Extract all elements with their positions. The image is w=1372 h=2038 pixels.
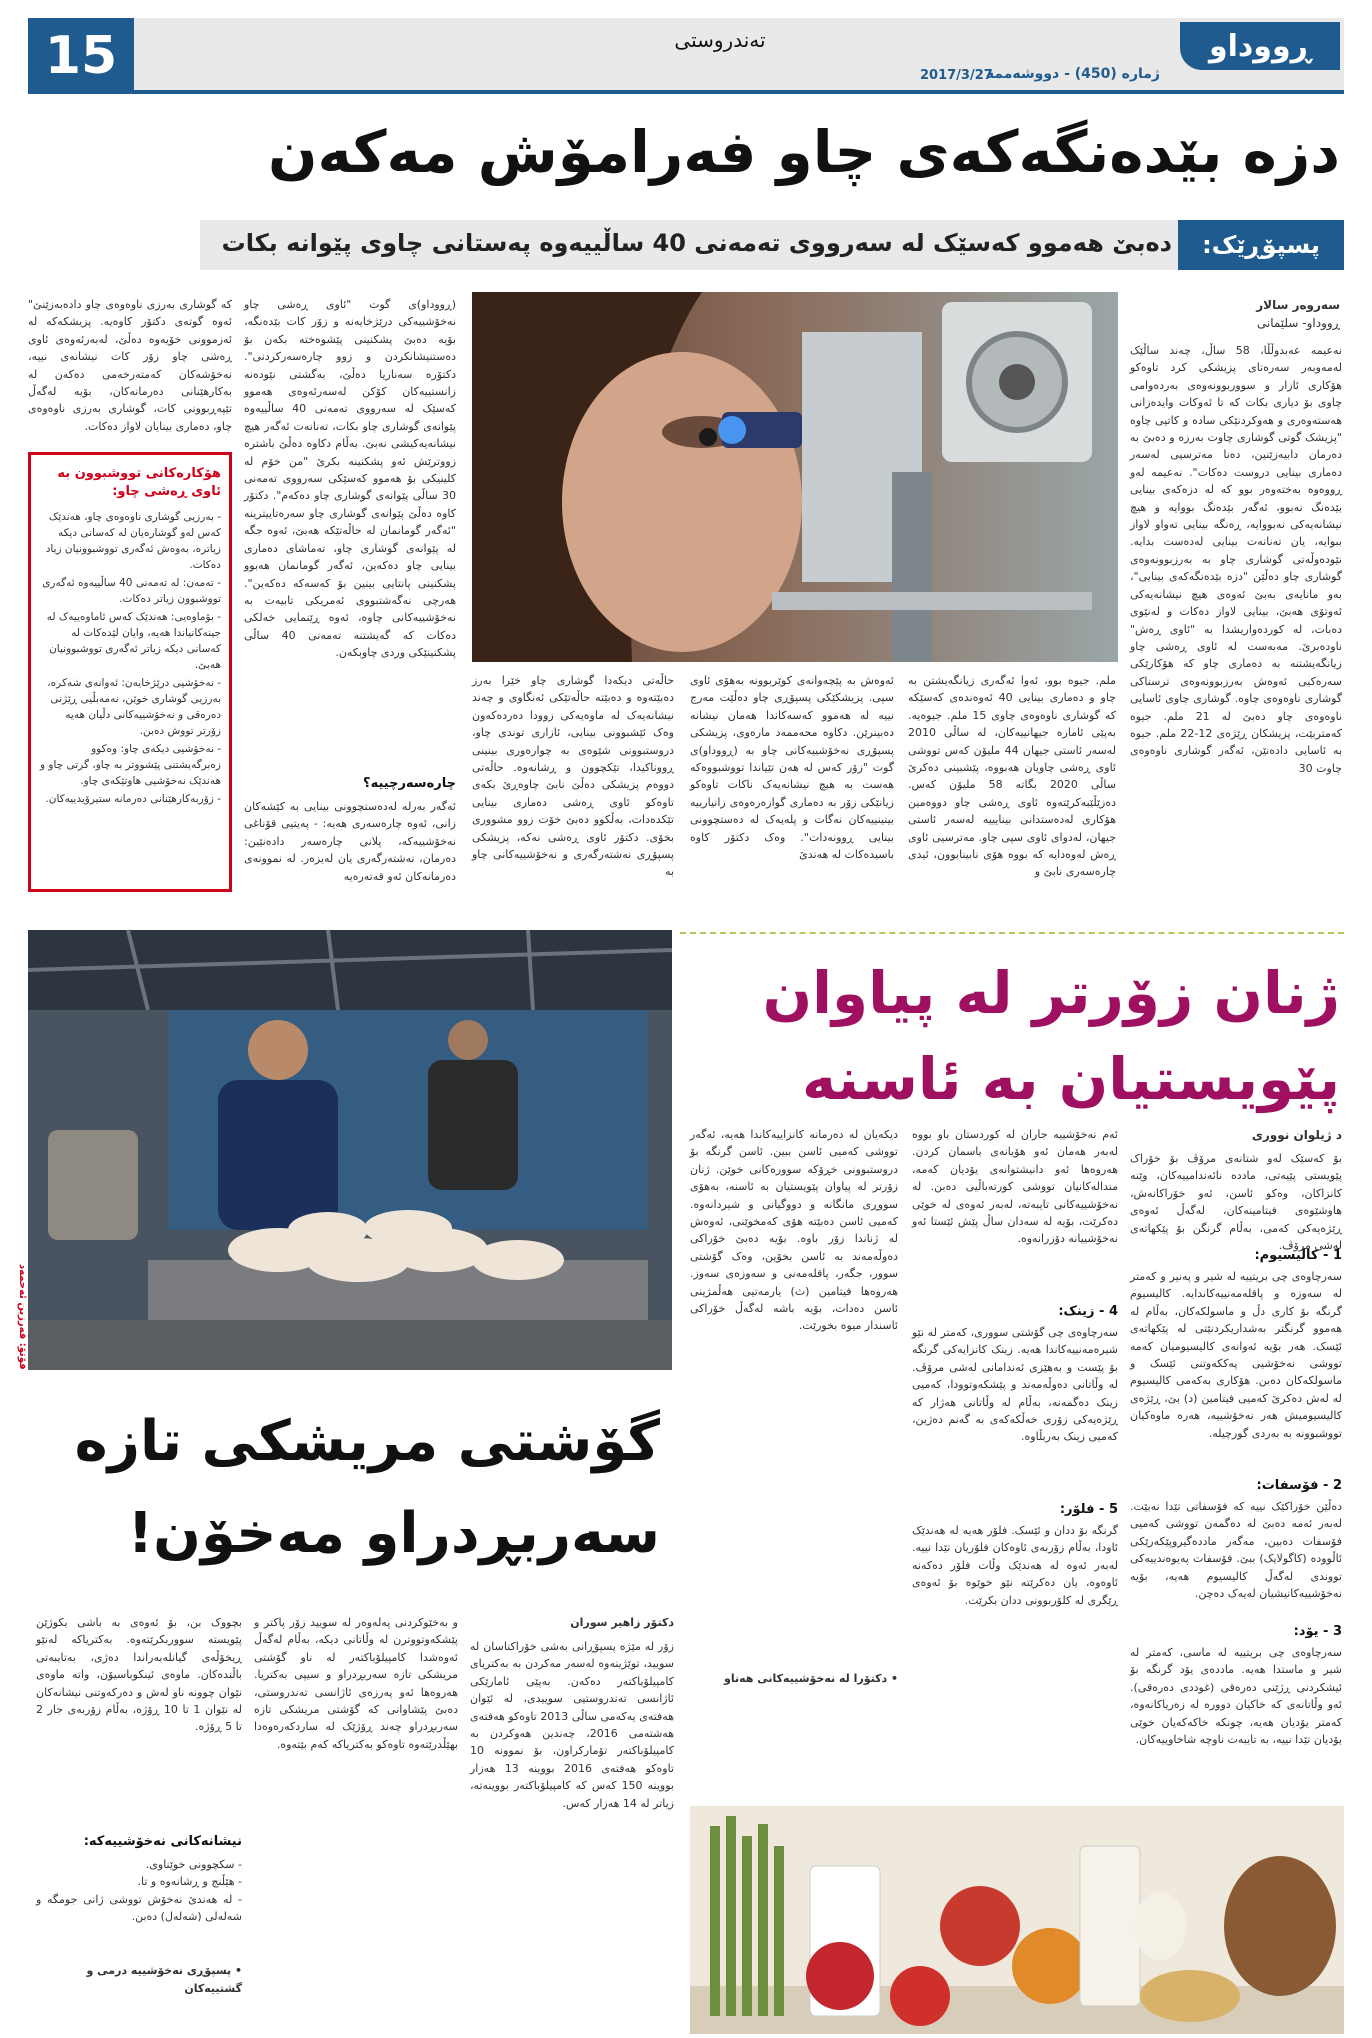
calcium-heading: 1 - کالیسیوم:: [1254, 1248, 1342, 1263]
iodine-text: سەرچاوەی چی بریتییە لە ماسی، کەمتر لە شیر و ماستدا هەیە. ماددەی یۆد گرنگە بۆ ئیشکردنی ڕژێنی دەرەقی (غوددی دەرەقی). ئەو وڵاتانەی کە خاکیان دوورە لە زەریاکانەوە، کەمتر یۆدیان هەیە، چونکە خاکەکەیان خوێی یۆدیان تێدا نییە، بە تایبەت ناوچە شاخاوییەکان.: [1130, 1646, 1342, 1747]
healthy-food-photo: [690, 1806, 1344, 2034]
list-item: - هێڵنج و ڕشانەوە و تا.: [137, 1875, 242, 1889]
eye-exam-photo: [472, 292, 1118, 662]
list-item: - زۆربەکارهێنانی دەرمانە ستیرۆیدییەکان.: [45, 793, 221, 805]
article1-column-right: نەعیمە عەبدوڵڵا، 58 ساڵ، چەند ساڵێک لەمەوبەر سەرەتای پزیشکی کرد تاوەکو هۆکاری ئازار و سووربوونەوەی بەردەوامی چاوی بۆ دیاری بکات کە تا ئەوکات وایدەزانی هەستەوەری و هەوکردنێکی سادە و کاتیی چاوە "پزیشک گوتی گوشاری چاوت بەرزە و دەبێ بە دەرمان دابیەزێنین، دەنا مەترسیی لەسەر دەماری بینایی دروست دەکات". نەعیمە لەو ڕووەوە بەختەوەر بوو کە لە دزەکەی بینایی بێدەنگ نەبوو، ئەگەر بێدەنگ بووایە و هیچ نیشانەیەکی نەبووایە، ڕەنگە بینایی تەواو لاواز ببوایە، یان تەنانەت بینایی لەدەست بدایە. نێودەوڵەتی گوشاری چاو بە بەرزبوونەوەی گوشاری چاو دەڵێن "دزە بێدەنگەکەی بینایی"، بەو مانایەی بەبێ ئەوەی هیچ نیشانەیەکی ئەوتۆی هەبێ، بینایی لاواز دەکات و لەنێوی دەبات، لە کوردەواریشدا بە "ئاوی ڕەش" ناودەبرێ. مەبەست لە ئاوی ڕەشی چاو زیانگەیشتنە بە دەماری چاو کە هۆکارێکی سەرەکیی ئەوەش بەرزبوونەوەی ترسناکی گوشاری ناوەوەی چاوە. گوشاری چاوی ئاسایی ناوەوەی چاو دەبێ لە 21 ملم. جیوە کەمتربێت، پزیشکان ڕێژەی 12-22 ملم. جیوە بە ئاسایی دادەنێن، ئەگەر گوشاری ناوەوەی چاوت 30: [1130, 344, 1342, 775]
chicken-market-photo: [28, 930, 672, 1370]
list-item: - لە هەندێ نەخۆش تووشی ژانی جومگە و شەلەلی (شەلەل) دەبن.: [36, 1892, 242, 1924]
article3-signature: • پسپۆڕی نەخۆشییە درمی و گشتییەکان: [86, 1964, 242, 1995]
article2-intro: بۆ کەسێک لەو شتانەی مرۆڤ بۆ خۆراک پێویستی پێیەتی، ماددە نائەندامییەکان، وێنە کانزاکان، وەکو ئاسن، ئەو خۆراکانەش، هاوشێوەی فیتامینەکان، لەگەڵ ئەوەی ڕێژەیەکی کەمی، بەڵام گرنگن بۆ پێکهاتەی لەشی مرۆڤ.: [1130, 1152, 1342, 1253]
article3-author: دکتۆر زاهیر سوران: [570, 1616, 674, 1629]
article3-column-left: بچووک بن، بۆ ئەوەی بە باشی بکوژێن پێویستە سووربکرێتەوە. بەکتریاکە لەنێو ڕیخۆڵەی گیانلەبەراندا دەژی، بەتایبەتی باڵندەکان. ماوەی ئینکوباسیۆن، واتە ماوەی نێوان چوونە ناو لەش و دەرکەوتنی نیشانەکان لە نێوان 1 تا 10 ڕۆژە، بەڵام زۆربەی جار 2 تا 5 ڕۆژە.: [36, 1616, 242, 1734]
treatment-text: ئەگەر بەرلە لەدەستچوونی بینایی بە کێشەکان زانی، ئەوە چارەسەری هەیە: - پەیتیی قۆناغی نەخۆشییەکە، پلانی چارەسەر دادەنێین: دەرمان، نەشتەرگەری یان لەیزەر. لە نموونەی دەرمانەکان ئەو قەتەرەیە: [244, 800, 456, 883]
fluoride-heading: 5 - فلۆر:: [1059, 1502, 1118, 1517]
calcium-text: سەرچاوەی چی بریتییە لە شیر و پەنیر و کەمتر لە سەوزە و پاقلەمەنییەکاندایە. کالیسیوم گرنگە بۆ کاری دڵ و ماسولکەکان، بەڵام لە هەموو گرنگتر بەشداریکردنێتی لە پێکهاتەی ئێسک. هەر بۆیە ئەوانەی کالیسیومیان کەمە تووشی نەخۆشیی پەککەوتنی ئێسک و ماسولکەکان دەبن. هۆکاری بەکەمی کالیسیوم لە لەش دەکرێ کەمیی فیتامین (د) بێ، ڕێژەی کالیسیومیش هەر نەخۆشییە، هەرە ماوەکیان تووشبوونە بە بەردی گورچیلە.: [1130, 1270, 1342, 1440]
article1-author: سەروەر سالار: [1256, 298, 1340, 312]
list-item: - تەمەن: لە تەمەنی 40 ساڵییەوە ئەگەری تووشبوون زیاتر دەکات.: [42, 577, 221, 605]
article1-column-bottom-right: ملم. جیوە بوو، ئەوا ئەگەری زیانگەیشتن بە چاو و دەماری بینایی 40 ئەوەندەی کەسێکە کە گوشاری ناوەوەی چاوی 15 ملم. جیوەیە. بەپێی ئامارە جیهانییەکان، لە ساڵی 2010 لەسەر ئاستی جیهان 44 ملیۆن کەس تووشی ئاوی ڕەشی چاویان هەبووە، پێشبینی دەکرێ ساڵی 2020 بگاتە 58 ملیۆن کەس. دەزێڵێبەکرێتەوە ئاوی ڕەشی چاو دووەمین هۆکاری لەدەستدانی بینایییە لەسەر ئاستی جیهان، لەدوای ئاوی سپی چاو. مەترسیی ئاوی ڕەش لەوەدایە کە بووە هۆی نابینابوون، ئیدی چارەسەری نابێ و: [908, 674, 1117, 879]
zinc-text: سەرچاوەی چی گۆشتی سووری، کەمتر لە نێو شیرەمەنییەکاندا هەیە. زینک کانزایەکی گرنگە بۆ پێست و بەهێزی ئەندامانی لەشی مرۆڤ. لە وڵاتانی دەوڵەمەند و پێشکەوتوودا، کەمیی زینک دەگمەنە، بەڵام لە وڵاتانی هەژار کە ڕێژەیەکی زۆری خەڵکەکەی بە گەنم دەژین، کەمیی زینک بەربڵاوە.: [912, 1326, 1118, 1444]
symptoms-list: [36, 1856, 242, 1926]
article2-column-left: دیکەیان لە دەرمانە کانزاییەکاندا هەیە، ئەگەر تووشی کەمیی ئاسن ببین. ئاسن گرنگە بۆ دروستبوونی خڕۆکە سوورەکانی خوێن. ژنان زۆرتر لە پیاوان پێویستیان بە ئاسنە، بەهۆی سووڕی مانگانە و دووگیانی و شیردانەوە. کەمیی ئاسن دەبێتە هۆی کەمخوێنی، ئەوەش لە ژناندا زۆر باوە. بۆیە دەبێ خۆراکی دەوڵەمەند بە ئاسن بخۆین، وەک گۆشتی سوور، جگەر، پاقلەمەنی و سەوزەی سەوز. هەروەها فیتامین (ث) یارمەتیی هەڵمژینی ئاسن دەدات، بۆیە باشە لەگەڵ خۆراکی ئاسندار میوە بخورێت.: [690, 1128, 898, 1333]
article1-column-bottom-mid: ئەوەش بە پێچەوانەی کوێربوونە بەهۆی ئاوی سپی. پزیشکێکی پسپۆڕی چاو دەڵێت مەرج نییە لە هەموو کەسەکاندا هەمان نیشانە دەبینرێن. دکاوە محەممەد مارەوی، پزیشکی پسپۆڕی نەخۆشییەکانی چاو بە (ڕووداو)ی گوت "زۆر کەس لە هەن تێیاندا تووشبووەکە هەست بە هیچ نیشانەیەک ناکات تاوەکو زیانێکی زۆر بە دەماری گوازەرەوەی زانیارییە بینینییەکان نەگات و پلەیەک لە دەستچوونی بینایی ڕوونەدات". وەک دکتۆر کاوە باسیدەکات لە هەندێ: [690, 674, 894, 862]
fluoride-text: گرنگە بۆ ددان و ئێسک. فلۆر هەیە لە هەندێک ئاودا، بەڵام زۆربەی ئاوەکان فلۆریان تێدا نییە. لەبەر ئەوە لە هەندێک وڵات فلۆر دەکەنە ئاوەوە، یان دەکرێتە نێو خوێوە بۆ ئەوەی ڕێگری لە کلۆربوونی ددان بکرێت.: [912, 1524, 1118, 1607]
article3-column-right: زۆر لە مێژە پسپۆڕانی بەشی خۆراکناسان لە سویید، توێژینەوە لەسەر مەکردن بە بەکتریای کامپیلۆباکتەر دەکەن. بەپێی ئامارێکی ئاژانسی تەندروستیی سوییدی، لە ئێوان هەفتەی یەکەمی ساڵی 2013 تاوەکو هەفتەی هەشتەمی 2016، چەندین هەوکردن بە کامپیلۆباکتەر تۆمارکراون، بۆ نموونە 10 تاوەکو هەفتەی 2016 بووینە 13 هەزار بووینە 150 کەس کە کامپیلۆباکتەر بووینەتە، زیاتر لە 14 هەزار کەس.: [470, 1640, 675, 1810]
list-item: - نەخۆشیی دیکەی چاو: وەکوو زەبرگەیشتنی پێشووتر بە چاو، گرتی چاو و هەندێک نەخۆشیی هاوتێکەی چاو.: [40, 743, 221, 787]
article2-author: د ژیلوان نووری: [1251, 1128, 1342, 1142]
subtitle-label: پسپۆڕێک:: [1178, 220, 1344, 270]
phosphate-heading: 2 - فۆسفات:: [1256, 1478, 1342, 1493]
article3-column-mid: و بەخێوکردنی پەلەوەر لە سویید زۆر پاکتر و پێشکەوتووترن لە وڵاتانی دیکە، بەڵام لەگەڵ ئەوەشدا کامپیلۆباکتەر لە ناو گۆشتی مریشکی تازە سەربڕدراو و سیپی بەکتریا. هەروەها ئەو پەرزەی ئاژانسی تەندروستی، دەبێ پێشاوانی کە گۆشتی مریشکی تازە سەربڕدراو چەند ڕۆژێک لە ساردکەرەوەدا بهێڵدرێتەوە تاوەکو بەکتریاکە کەم بێتەوە.: [254, 1616, 458, 1751]
symptoms-heading: نیشانەکانی نەخۆشییەکە:: [83, 1834, 242, 1849]
iodine-heading: 3 - یۆد:: [1293, 1624, 1342, 1639]
treatment-heading: چارەسەرچییە؟: [363, 776, 456, 791]
article2-caption: • دکتۆرا لە نەخۆشییەکانی هەناو: [724, 1672, 898, 1685]
article3-headline: گۆشتی مریشکی تازە سەربڕدراو مەخۆن!: [74, 1409, 660, 1566]
risk-factors-title: هۆکارەکانی تووشبوون بە ئاوی ڕەشی چاو:: [57, 466, 221, 499]
issue-date: 2017/3/27: [920, 68, 993, 83]
zinc-heading: 4 - زینک:: [1058, 1304, 1118, 1319]
food-illustration: [690, 1806, 1344, 2034]
risk-factors-box: [28, 452, 232, 892]
section-divider: [680, 932, 1344, 934]
phosphate-text: دەڵێن خۆراکێک نییە کە فۆسفاتی تێدا نەبێت. لەبەر ئەمە دەبێ لە دەگمەن تووشی کەمیی فۆسفات دەبین، مەگەر ماددەگیروپێکەرێکی ئاڵوودە (کاگولایک) ببێ. فۆسفات پەیوەندییەکی تووندی لەگەڵ کالیسیوم هەیە، بۆیە نەخۆشییەکانیشیان لەیەک دەچن.: [1130, 1500, 1342, 1601]
page-number: 15: [28, 18, 134, 94]
list-item: - بۆماوەیی: هەندێک کەس ئاماوەییەک لە جینەکانیاندا هەیە، وایان لێدەکات لە کەسانی دیکە زیاتر ئەگەری تووشبوونیان هەبێ.: [46, 611, 221, 671]
article1-column-left-upper: (ڕووداو)ی گوت "ئاوی ڕەشی چاو نەخۆشییەکی درێژخایەنە و زۆر کات بێدەنگە، بۆیە دەبێ پشکنینی پێشوەختە بکەن بۆ دەستنیشانکردن و زوو چارەسەرکردنی". دکتۆرە سەناریا دەڵێ، بەگشتی نێودەنە زانستییەکان کۆکن لەسەرئەوەی هەموو کەسێک لە سەرووی تەمەنی 40 ساڵییەوە پێوانەی گوشاری چاو بکات، تەنانەت ئەگەر هیچ نیشانەیەکیشی نەبێ. بەڵام دکاوە دەڵێ باشترە زووترێش ئەو پشکنینە بکرێ "من خۆم لە کلینیکی بۆ هەموو کەسێکی سەرووی تەمەنی 30 ساڵی پێوانەی گوشاری چاو دەکەم". دکتۆر کاوە دەڵێ پێوانەی گوشاری چاو سەرەتاییترینە "ئەگەر گومانمان لە حاڵەتێکە هەبێ، ئەوە جگە لە پێوانەی گوشاری چاو، تەماشای دەماری بینایی چاو دەکەین، ئەگەر گومانمان هەبوو پشکنینی پانتایی بینین بۆ کەسەکە دەکەین". هەرچی نەگەشتبووی ئەمریکی تابیەت بە نەخۆشییەکانی چاوە، ئەوە ڕێنمایی خەلکی دەکات کە گەیشتنە تەمەنی 40 ساڵی پشکنینێکی وردی چاوبکەن.: [244, 298, 457, 660]
list-item: - نەخۆشیی درێژخایەن: ئەوانەی شەکرە، بەرزیی گوشاری خوێن، نەمەبڵیی ڕێژنی دەرەقی و نەخۆشییەکانی دڵیان هەیە زۆرتر تووش دەبن.: [47, 677, 221, 737]
article2-column-mid: ئەم نەخۆشییە جاران لە کوردستان باو بووە لەبەر هەمان ئەو هۆیانەی باسمان کردن. هەروەها ئەو دانیشتوانەی یۆدیان کەمە، مندالەکانیان تووشی کورتەباڵیی دەبن. لە نەخۆشییەکانی تایبەتە، لەبەر ئەوەی لە خوێی دەکرێت، بۆیە لە سەدان ساڵ پێش ئێستا ئەو نەخۆشییانە دۆزرانەوە.: [912, 1128, 1118, 1246]
logo: ڕووداو: [1180, 22, 1340, 70]
issue-info: ژمارە (450) - دووشەممە: [985, 66, 1160, 82]
subtitle: دەبێ هەموو کەسێک لە سەرووی تەمەنی 40 ساڵییەوە پەستانی چاوی پێوانە بکات: [221, 229, 1172, 257]
section-title: تەندروستی: [674, 28, 766, 52]
list-item: - سکچوونی خوێناوی.: [145, 1858, 242, 1871]
article2-headline: ژنان زۆرتر لە پیاوان پێویستیان بە ئاسنە: [762, 959, 1340, 1113]
article1-location: ڕووداو- سلێمانی: [1256, 316, 1340, 330]
list-item: - بەرزیی گوشاری ناوەوەی چاو، هەندێک کەس لەو گوشارەیان لە کەسانی دیکە زیاترە، بەوەش ئەگەری تووشبوونیان زیاد دەکات.: [45, 511, 221, 571]
eye-exam-illustration: [472, 292, 1118, 662]
article1-headline: دزە بێدەنگەکەی چاو فەرامۆش مەکەن: [268, 118, 1340, 186]
photo-credit: فۆتۆ: فەرزین ئەحمەد: [17, 1264, 28, 1370]
market-illustration: [28, 930, 672, 1370]
risk-factors-list: [39, 509, 221, 807]
article1-column-bottom-left: حاڵەتی دیکەدا گوشاری چاو خێرا بەرز دەبێتەوە و دەبێتە حاڵەتێکی ئەنگاوی و چەند نیشانەیەک لە ماوەیەکی زوودا دەردەکەون وەک ئێشبوونی بینایی، ئازاری توندی چاو، دروستبوونی شێوەی بە چوارەوری بینینی ڕووناکیدا، تێکچوون و ڕشانەوە. حاڵەتی دووەم پزیشکی دەڵێ نابێ چاوەڕێ بکەی تاوەکو ئاوی ڕەشی دەماری بینایی تێکدەدات، بەڵکوو دەبێ خۆت زوو مشووری بخۆی. دکتۆر ئاوی ڕەشی نەکە، پزیشکی پسپۆڕی نەشتەرگەری و نەخۆشییەکانی چاو بە: [472, 674, 674, 879]
article1-column-left-top: کە گوشاری بەرزی ناوەوەی چاو دادەبەزێنێ" ئەوە گوتەی دکتۆر کاوەیە. پزیشکەکە لە ئەزموونی خۆیەوە دەڵێ، لەبەرئەوەی ئاوی ڕەشی چاو زۆر کات نیشانەی نییە، نەخۆشەکان کەمتەرخەمی دەکەن لە بەکارهێنانی دەرمانەکان، بۆیە لەگەڵ تێپەڕبوونی کات، گوشاری بەرزی ناوەوەی چاو، دەماری بینایان لاواز دەکات.: [28, 298, 232, 433]
